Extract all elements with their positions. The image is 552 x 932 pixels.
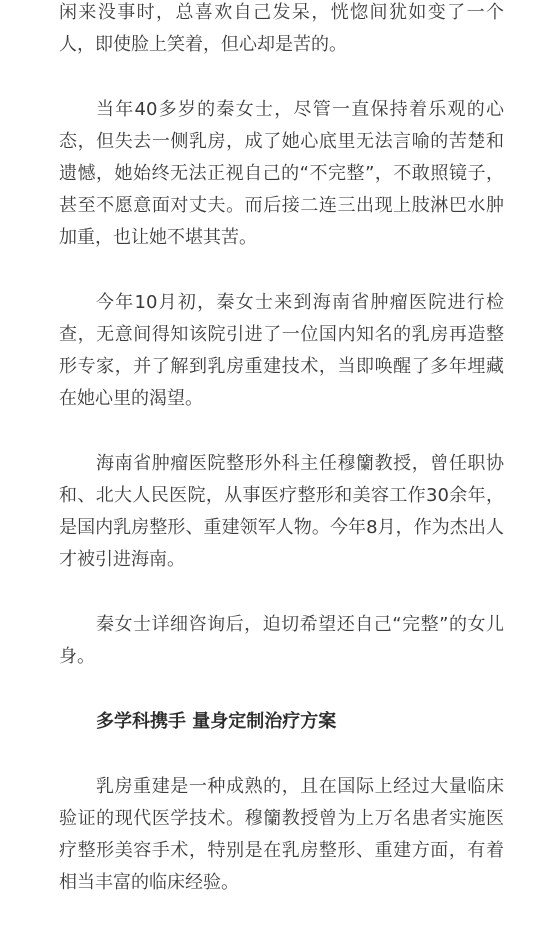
paragraph-intro: 闲来没事时，总喜欢自己发呆，恍惚间犹如变了一个人，即使脸上笑着，但心却是苦的。 — [59, 2, 504, 55]
section-heading: 多学科携手 量身定制治疗方案 — [96, 711, 337, 732]
paragraph-background: 当年40多岁的秦女士，尽管一直保持着乐观的心态，但失去一侧乳房，成了她心底里无法言喻的苦楚和遗憾，她始终无法正视自己的“不完整”，不敢照镜子，甚至不愿意面对丈夫。而后接二连三出现上肢淋巴水肿加重，也让她不堪其苦。 — [59, 99, 504, 248]
paragraph-visit: 今年10月初，秦女士来到海南省肿瘤医院进行检查，无意间得知该院引进了一位国内知名的乳房再造整形专家，并了解到乳房重建技术，当即唤醒了多年埋藏在她心里的渴望。 — [59, 292, 504, 409]
paragraph-doctor: 海南省肿瘤医院整形外科主任穆籣教授，曾任职协和、北大人民医院，从事医疗整形和美容工作30余年，是国内乳房整形、重建领军人物。今年8月，作为杰出人才被引进海南。 — [59, 453, 504, 570]
article-body — [59, 0, 504, 932]
paragraph-reconstruction: 乳房重建是一种成熟的，且在国际上经过大量临床验证的现代医学技术。穆籣教授曾为上万名患者实施医疗整形美容手术，特别是在乳房整形、重建方面，有着相当丰富的临床经验。 — [59, 776, 504, 893]
paragraph-consult: 秦女士详细咨询后，迫切希望还自己“完整”的女儿身。 — [59, 614, 504, 667]
